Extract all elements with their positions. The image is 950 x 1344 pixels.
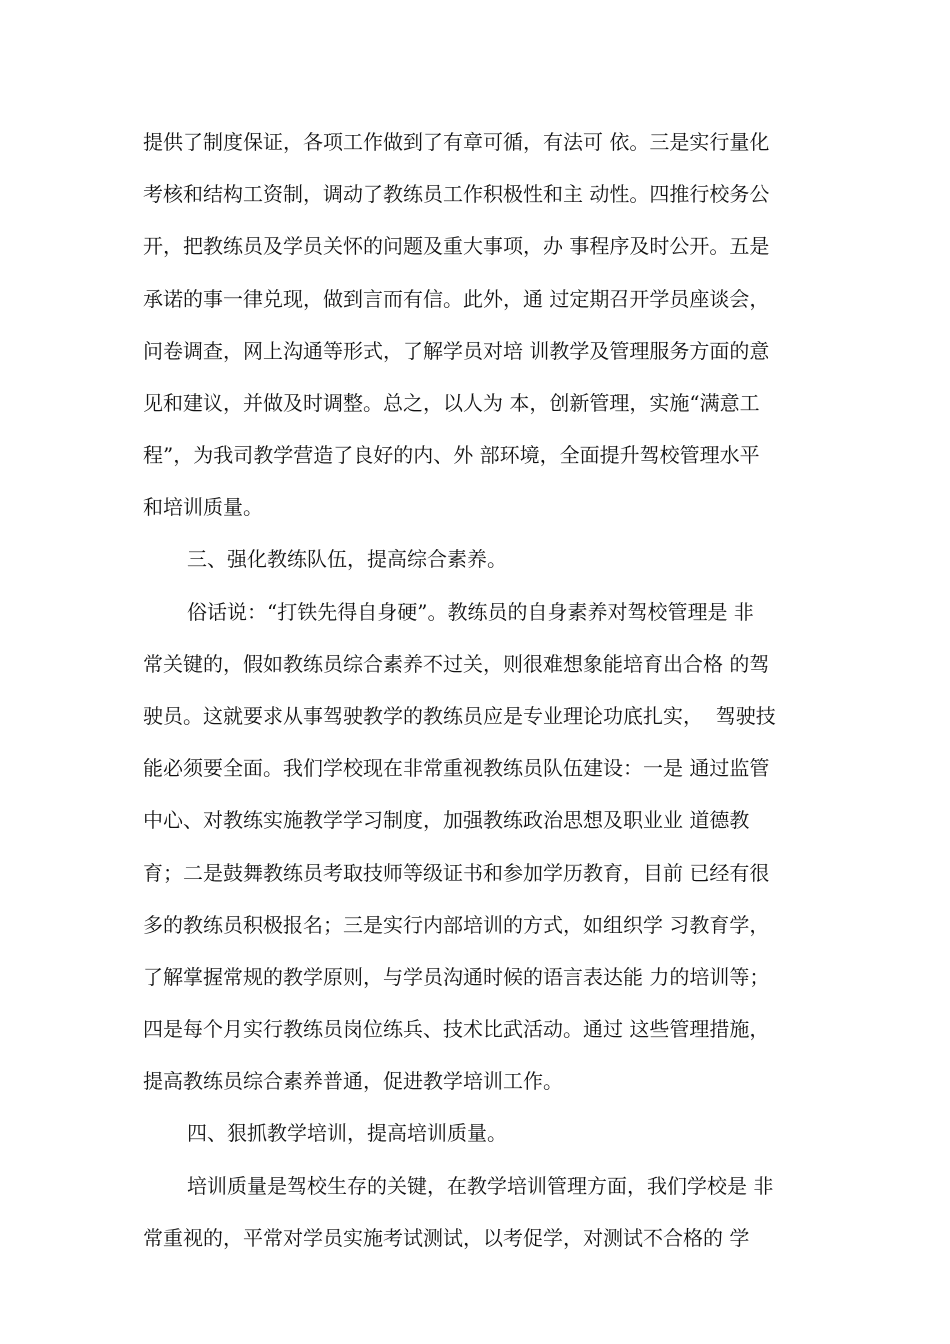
text-line: 了解掌握常规的教学原则，与学员沟通时候的语言表达能 力的培训等； xyxy=(143,965,770,989)
section-heading: 三、强化教练队伍，提高综合素养。 xyxy=(187,547,507,571)
text-line: 多的教练员积极报名；三是实行内部培训的方式，如组织学 习教育学， xyxy=(143,913,770,937)
text-line: 常重视的，平常对学员实施考试测试，以考促学，对测试不合格的 学 xyxy=(143,1226,750,1250)
text-line: 中心、对教练实施教学学习制度，加强教练政治思想及职业业 道德教 xyxy=(143,808,750,832)
text-line: 提高教练员综合素养普通，促进教学培训工作。 xyxy=(143,1069,563,1093)
text-line: 和培训质量。 xyxy=(143,495,263,519)
text-line: 承诺的事一律兑现，做到言而有信。此外，通 过定期召开学员座谈会， xyxy=(143,287,770,311)
text-line: 见和建议，并做及时调整。总之，以人为 本，创新管理，实施“满意工 xyxy=(143,391,760,415)
section-heading: 四、狠抓教学培训，提高培训质量。 xyxy=(187,1121,507,1145)
text-line: 提供了制度保证，各项工作做到了有章可循，有法可 依。三是实行量化 xyxy=(143,130,770,154)
text-line: 驶员。这就要求从事驾驶教学的教练员应是专业理论功底扎实， 驾驶技 xyxy=(143,704,776,728)
text-line: 能必须要全面。我们学校现在非常重视教练员队伍建设：一是 通过监管 xyxy=(143,756,770,780)
text-line: 四是每个月实行教练员岗位练兵、技术比武活动。通过 这些管理措施， xyxy=(143,1017,770,1041)
paragraph-first-line: 培训质量是驾校生存的关键，在教学培训管理方面，我们学校是 非 xyxy=(187,1174,774,1198)
text-line: 育；二是鼓舞教练员考取技师等级证书和参加学历教育，目前 已经有很 xyxy=(143,861,770,885)
text-line: 常关键的，假如教练员综合素养不过关，则很难想象能培育出合格 的驾 xyxy=(143,652,770,676)
paragraph-first-line: 俗话说：“打铁先得自身硬”。教练员的自身素养对驾校管理是 非 xyxy=(187,600,754,624)
text-line: 问卷调查，网上沟通等形式，了解学员对培 训教学及管理服务方面的意 xyxy=(143,339,770,363)
text-line: 开，把教练员及学员关怀的问题及重大事项，办 事程序及时公开。五是 xyxy=(143,234,770,258)
text-line: 考核和结构工资制，调动了教练员工作积极性和主 动性。四推行校务公 xyxy=(143,182,770,206)
text-line: 程”，为我司教学营造了良好的内、外 部环境，全面提升驾校管理水平 xyxy=(143,443,760,467)
